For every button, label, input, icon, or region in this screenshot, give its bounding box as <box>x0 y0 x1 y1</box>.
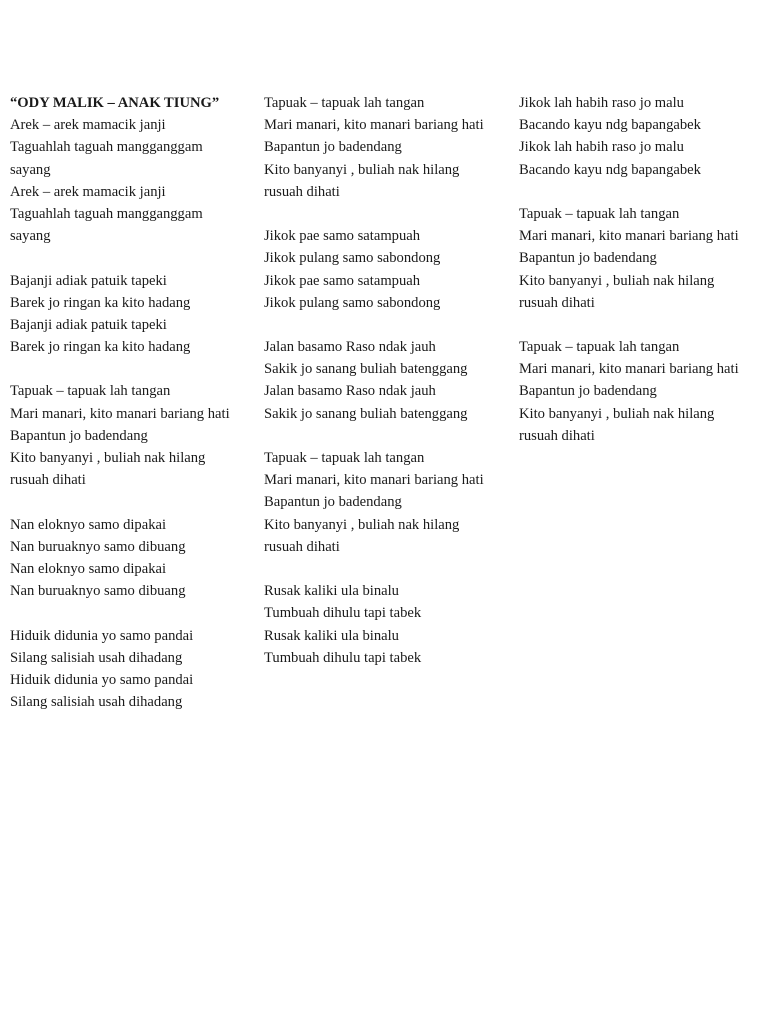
lyric-line: rusuah dihati <box>10 472 86 489</box>
lyric-line: Kito banyanyi , buliah nak hilang <box>264 161 460 178</box>
lyric-line: Jikok pae samo satampuah <box>264 228 421 245</box>
lyric-line: Tapuak – tapuak lah tangan <box>264 450 425 466</box>
lyric-line: Jikok lah habih raso jo malu <box>519 95 684 111</box>
lyric-line: Kito banyanyi , buliah nak hilang <box>519 272 715 289</box>
lyric-line: Tumbuah dihulu tapi tabek <box>264 605 422 622</box>
lyric-line: Hiduik didunia yo samo pandai <box>10 627 194 644</box>
stanza-break <box>264 203 514 225</box>
song-title: “ODY MALIK – ANAK TIUNG” <box>10 95 220 111</box>
lyric-line: Tapuak – tapuak lah tangan <box>519 339 680 356</box>
lyric-line: Rusak kaliki ula binalu <box>264 583 399 600</box>
lyric-line: sayang <box>10 161 51 178</box>
lyric-line: Silang salisiah usah dihadang <box>10 649 183 666</box>
lyric-line: Mari manari, kito manari bariang hati <box>519 361 739 378</box>
lyrics-column-3 <box>519 92 768 447</box>
lyric-line: Jikok pulang samo sabondong <box>264 294 441 311</box>
column-3-lines <box>519 92 768 447</box>
stanza-break <box>10 491 260 513</box>
lyric-line: Nan buruaknyo samo dibuang <box>10 583 186 600</box>
lyric-line: Tumbuah dihulu tapi tabek <box>264 649 422 666</box>
lyric-line: Mari manari, kito manari bariang hati <box>264 472 484 489</box>
lyric-line: Tapuak – tapuak lah tangan <box>10 383 171 400</box>
lyric-line: Bapantun jo badendang <box>519 383 657 400</box>
lyric-line: Bapantun jo badendang <box>519 250 657 267</box>
lyric-line: Rusak kaliki ula binalu <box>264 627 399 644</box>
lyric-line: Taguahlah taguah mangganggam <box>10 139 203 156</box>
lyric-line: Barek jo ringan ka kito hadang <box>10 339 191 356</box>
stanza-break <box>519 181 768 203</box>
lyric-line: Hiduik didunia yo samo pandai <box>10 671 194 688</box>
lyric-line: Sakik jo sanang buliah batenggang <box>264 405 468 422</box>
stanza-break <box>519 314 768 336</box>
column-1-lines <box>10 114 260 713</box>
lyric-line: Kito banyanyi , buliah nak hilang <box>519 405 715 422</box>
stanza-break <box>10 358 260 380</box>
lyric-line: Nan buruaknyo samo dibuang <box>10 538 186 555</box>
lyric-line: Nan eloknyo samo dipakai <box>10 516 167 533</box>
lyric-line: Mari manari, kito manari bariang hati <box>264 117 484 134</box>
stanza-break <box>264 558 514 580</box>
lyric-line: Jikok pae samo satampuah <box>264 272 421 289</box>
column-2-lines <box>264 92 514 669</box>
lyric-line: Jalan basamo Raso ndak jauh <box>264 339 436 356</box>
lyric-line: Bapantun jo badendang <box>10 427 148 444</box>
lyric-line: Jalan basamo Raso ndak jauh <box>264 383 436 400</box>
lyric-line: Bacando kayu ndg bapangabek <box>519 117 701 134</box>
lyrics-column-1 <box>10 92 260 713</box>
lyric-line: Silang salisiah usah dihadang <box>10 694 183 711</box>
lyric-line: rusuah dihati <box>519 427 595 444</box>
stanza-break <box>10 602 260 624</box>
lyric-line: rusuah dihati <box>264 183 340 200</box>
lyric-line: Sakik jo sanang buliah batenggang <box>264 361 468 378</box>
lyric-line: Tapuak – tapuak lah tangan <box>264 95 425 111</box>
lyric-line: Bapantun jo badendang <box>264 139 402 156</box>
lyric-line: sayang <box>10 228 51 245</box>
lyric-line: Jikok pulang samo sabondong <box>264 250 441 267</box>
lyric-line: Nan eloknyo samo dipakai <box>10 560 167 577</box>
lyric-line: Bacando kayu ndg bapangabek <box>519 161 701 178</box>
lyric-line: Barek jo ringan ka kito hadang <box>10 294 191 311</box>
lyric-line: rusuah dihati <box>264 538 340 555</box>
lyric-line: Jikok lah habih raso jo malu <box>519 139 684 156</box>
lyric-line: Arek – arek mamacik janji <box>10 183 166 200</box>
stanza-break <box>10 247 260 269</box>
lyric-line: Arek – arek mamacik janji <box>10 117 166 134</box>
lyric-line: Tapuak – tapuak lah tangan <box>519 205 680 222</box>
lyric-line: rusuah dihati <box>519 294 595 311</box>
lyric-line: Kito banyanyi , buliah nak hilang <box>264 516 460 533</box>
lyric-line: Bapantun jo badendang <box>264 494 402 511</box>
stanza-break <box>264 314 514 336</box>
lyric-line: Mari manari, kito manari bariang hati <box>10 405 230 422</box>
lyrics-column-2 <box>264 92 514 669</box>
lyric-line: Bajanji adiak patuik tapeki <box>10 272 167 289</box>
lyric-line: Bajanji adiak patuik tapeki <box>10 316 167 333</box>
lyric-line: Mari manari, kito manari bariang hati <box>519 228 739 245</box>
lyric-line: Taguahlah taguah mangganggam <box>10 205 203 222</box>
stanza-break <box>264 425 514 447</box>
lyric-line: Kito banyanyi , buliah nak hilang <box>10 450 206 466</box>
